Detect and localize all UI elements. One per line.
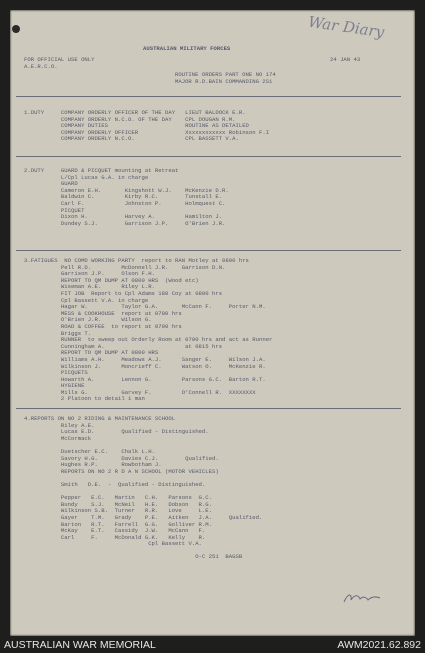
document-date: 24 JAN 43 [330, 56, 361, 63]
document-heading: AUSTRALIAN MILITARY FORCES [143, 45, 231, 52]
section-1-duties: 1.DUTY COMPANY ORDERLY OFFICER OF THE DAY LIEUT BALDOCK E.R. COMPANY ORDERLY N.C.O. OF THE DAY CPL DOUGAN R.M. COMPANY DUTIES ROUTINE AS DETAILED COMPANY ORDERLY OFFICER Xxxxxxxxxxxx Robinson F.I COMPANY ORDERLY N.C.O. CPL BASSETT V.A. [24, 109, 270, 143]
handwritten-annotation: War Diary [307, 12, 386, 42]
classification-line: FOR OFFICIAL USE ONLY [24, 56, 95, 63]
unit-code: A.E.R.C.O. [24, 63, 58, 70]
footer-bar [0, 636, 425, 653]
section-3-fatigues: 3.FATIGUES NO COMD WORKING PARTY report to RAN Motley at 0800 hrs Pell R.D. McDonnell J.R. Garrison D.N. Garrison J.P. Olson F.H. REPORT TO QM DUMP AT 0800 HRS (Wood etc) Wiseman A.E. Riley L.R. FIT JOB Report to Cpl Adams 180 Coy at 0800 hrs Cpl Bassett V.A. in charge Hagar W. Taylor G.A. McCann F. Porter N.M. MESS & COOKHOUSE report at 0700 hrs O'Brien J.R. Wilson G. ROAD & COFFEE to report at 0700 hrs Briggs T. RUNNER to sweep out Orderly Room at 0700 hrs and act as Runner Cunningham A. at 0815 hrs REPORT TO QM DUMP AT 0800 HRS Williams A.H. Meadows A.J. Sanger E. Wilson J.A. Wilkinson J. Moncrieff C. Watson O. McKenzie R. PICQUETS Howarth A. Lennon G. Parsons G.C. Barton R.T. HYGIENE Mills G. Garvey F. O'Connell R. XXXXXXXX 2 Platoon to detail 1 man [24, 257, 273, 403]
signature [342, 591, 382, 605]
footer-credit: AUSTRALIAN WAR MEMORIAL [4, 639, 156, 651]
footer-reference: AWM2021.62.892 [337, 639, 421, 651]
section-4-reports: 4.REPORTS ON NO 2 RIDING & MAINTENANCE SCHOOL Riley A.E. Lucas E.D. Qualified - Distinguished. McCormack Duetscher E.C. Chalk L.H. Savory H.G. Davies C.J. Qualified. Hughes R.P. Rowbotham J. REPORTS ON NO 2 R D A N SCHOOL (MOTOR VEHICLES) Smith D.E. - Qualified - Distinguished. Pepper E.C. Martin C.H. Parsons G.C. Bundy S.J. McNeil H.E. Dobson R.G. Wilkinson S.B. Turner R.R. Love L.E. Gayer T.M. Grady P.E. Aitken J.A. Qualified. Barton R.T. Farrell G.G. Golliver R.M. McKay E.T. Cassidy J.W. McCann F. Carl F. McDonald G.K. Kelly R. Cpl Bassett V.A. O-C 251 BAGSB [24, 415, 263, 561]
divider [16, 250, 401, 251]
orders-title: ROUTINE ORDERS PART ONE NO 174 [175, 71, 276, 78]
orders-commander: MAJOR R.D.BAIN COMMANDING 2S1 [175, 78, 273, 85]
section-2-duties: 2.DUTY GUARD & PICQUET mounting at Retreat L/Cpl Lucas G.A. in charge GUARD Cameron E.H. Kingshott W.J. McKenzie D.R. Baldwin C. Kirby R.C. Tunstall E. Carl F. Johnston P. Holmquest C. PICQUET Dixon H. Harvey A. Hamilton J. Dundey S.J. Garrison J.P. O'Brien J.R. [24, 167, 229, 227]
punch-hole [12, 25, 20, 33]
divider [16, 156, 401, 157]
divider [16, 96, 401, 97]
divider [16, 408, 401, 409]
